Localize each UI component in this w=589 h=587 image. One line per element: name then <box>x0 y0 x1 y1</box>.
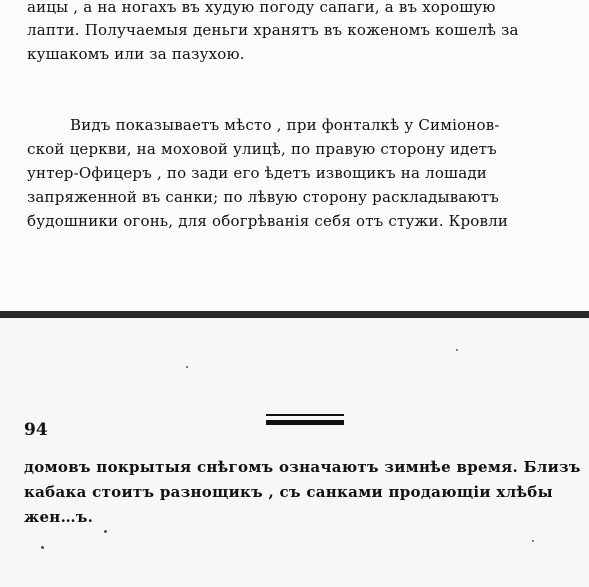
rule-thick-line <box>266 420 344 425</box>
scan-speck <box>41 546 44 549</box>
rule-thin-line <box>266 414 344 416</box>
scan-speck <box>532 540 534 542</box>
scan-speck <box>186 366 188 368</box>
text-line: домовъ покрытыя снѣгомъ означаютъ зимнѣе время. Близъ <box>24 458 581 476</box>
page-number: 94 <box>24 420 48 440</box>
text-line: кушакомъ или за пазухою. <box>27 45 245 63</box>
text-line: Видъ показываетъ мѣсто , при фонталкѣ у Симіонов- <box>70 116 500 134</box>
text-line: будошники огонь, для обогрѣванія себя отъ стужи. Кровли <box>27 212 509 230</box>
text-line: унтер-Офицеръ , по зади его ѣдетъ извощикъ на лошади <box>27 164 487 182</box>
text-line: ской церкви, на моховой улицѣ, по правую сторону идетъ <box>27 140 497 158</box>
scan-divider <box>0 311 589 318</box>
ornamental-rule <box>266 414 344 428</box>
bottom-scanned-page <box>0 318 589 587</box>
text-line: запряженной въ санки; по лѣвую сторону раскладываютъ <box>27 188 500 206</box>
text-line: лапти. Получаемыя деньги хранятъ въ коженомъ кошелѣ за <box>27 21 519 39</box>
text-line: аицы , а на ногахъ въ худую погоду сапаги, а въ хорошую <box>27 0 496 16</box>
text-line: кабака стоитъ разнощикъ , съ санками продающіи хлѣбы <box>24 483 553 501</box>
scan-speck <box>456 349 458 351</box>
scan-speck <box>104 530 107 533</box>
text-line: жен…ъ. <box>24 508 94 526</box>
